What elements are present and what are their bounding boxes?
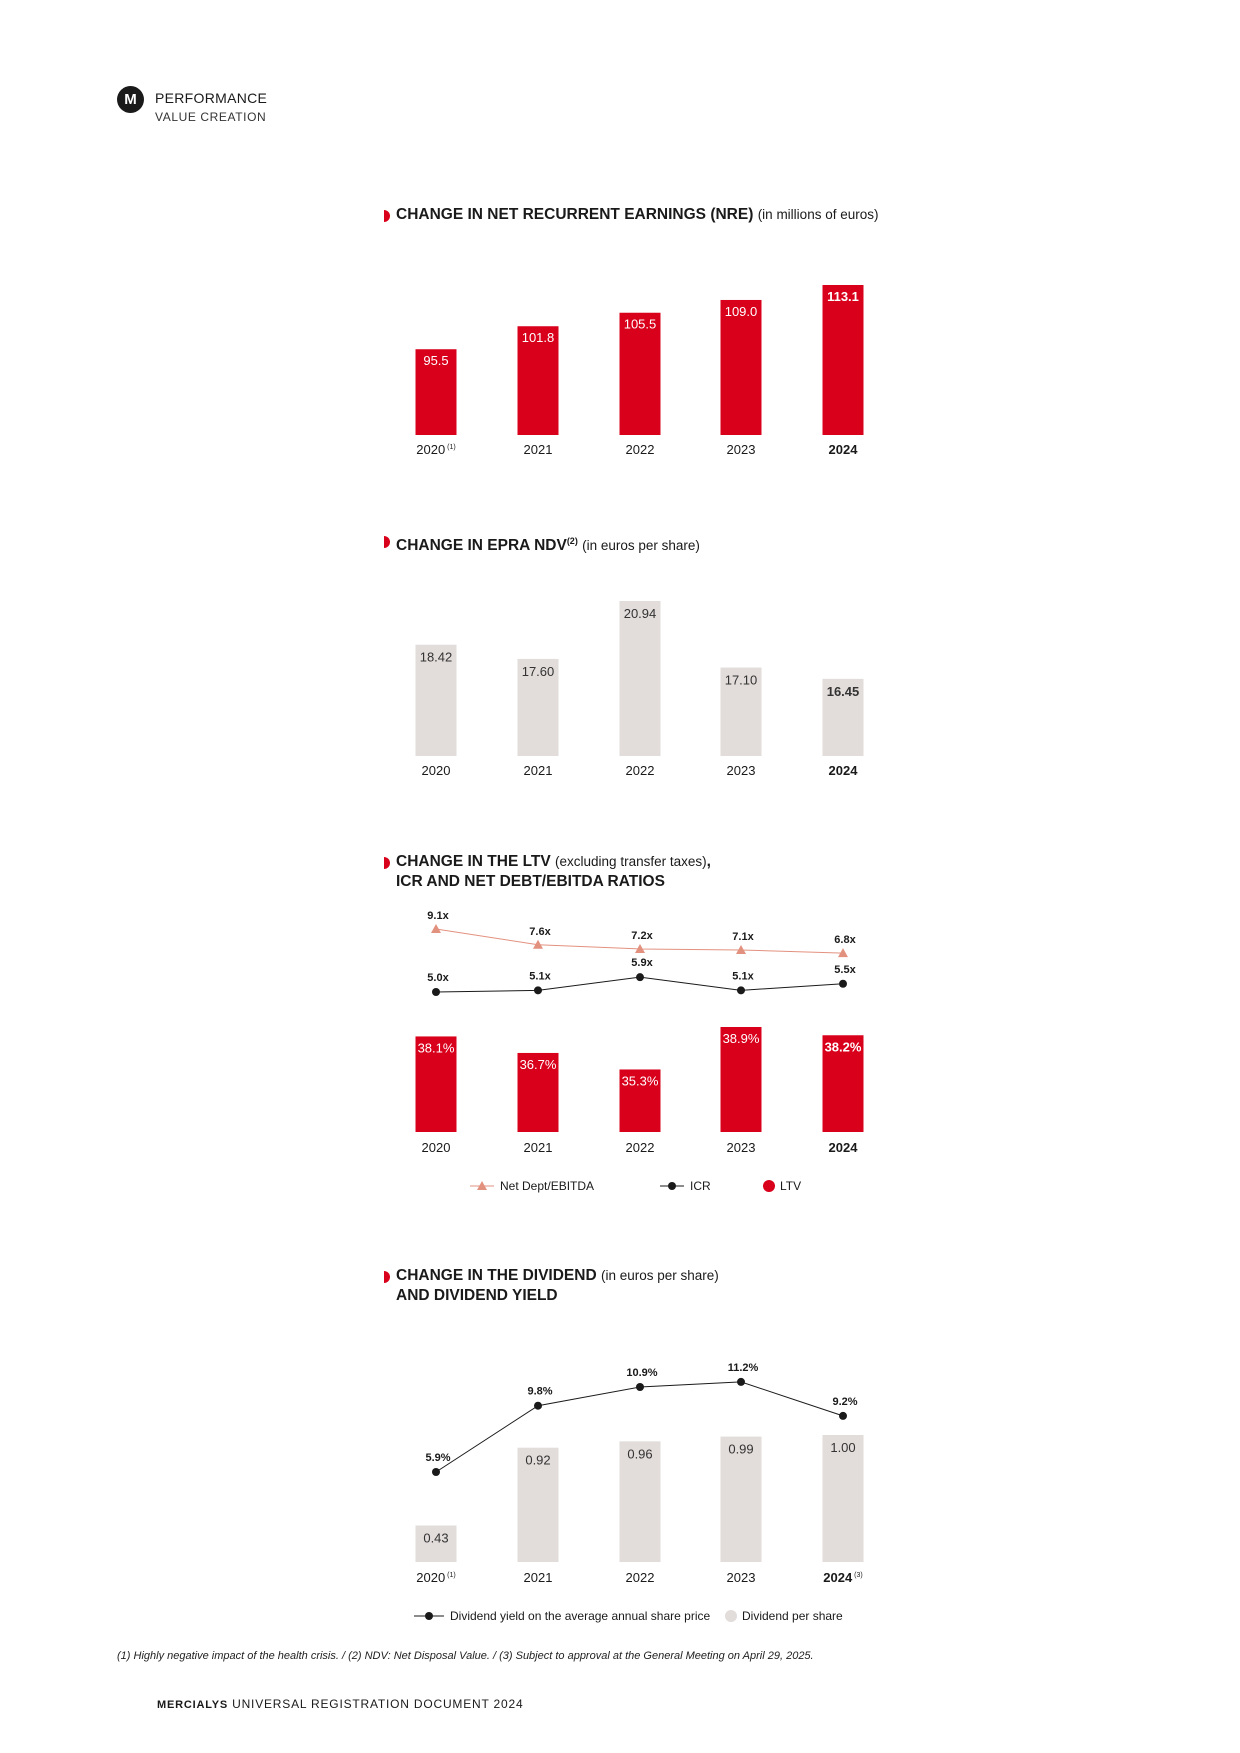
ndv-bar-chart	[0, 560, 1240, 790]
data-label: 0.99	[728, 1441, 754, 1457]
point-marker	[534, 1402, 542, 1410]
data-label: 105.5	[623, 316, 657, 332]
point-label: 5.9%	[425, 1452, 451, 1464]
dividend-chart-title-line2: AND DIVIDEND YIELD	[396, 1287, 558, 1304]
point-marker	[534, 986, 542, 994]
category-label: 2022	[625, 1140, 655, 1155]
data-label: 16.45	[826, 683, 860, 699]
data-label: 35.3%	[621, 1073, 659, 1089]
header-subtitle: VALUE CREATION	[155, 110, 267, 124]
point-label: 5.1x	[732, 970, 754, 983]
point-label: 6.8x	[834, 934, 856, 947]
point-marker	[839, 1412, 847, 1420]
category-label: 2022	[625, 763, 655, 778]
ltv-chart-title-line2: ICR AND NET DEBT/EBITDA RATIOS	[396, 873, 665, 890]
section-marker-icon	[384, 536, 390, 548]
data-label: 38.1%	[417, 1040, 455, 1056]
category-label: 2022	[625, 1570, 655, 1585]
point-label: 5.1x	[529, 970, 551, 983]
ndv-title-sup: (2)	[566, 536, 578, 546]
nre-title-text: CHANGE IN NET RECURRENT EARNINGS (NRE)	[396, 206, 754, 223]
point-label: 11.2%	[727, 1361, 759, 1374]
section-marker-icon	[384, 1271, 390, 1283]
category-label: 2023	[726, 1140, 756, 1155]
page-footer	[157, 1697, 523, 1711]
point-marker	[737, 986, 745, 994]
data-label: 18.42	[419, 649, 453, 665]
data-label: 20.94	[623, 606, 657, 621]
category-label: 2022	[625, 442, 655, 457]
footer-brand: MERCIALYS	[157, 1699, 228, 1711]
bar	[823, 285, 864, 435]
ltv-title-text: CHANGE IN THE LTV	[396, 853, 551, 870]
legend-label: Dividend yield on the average annual share price	[450, 1609, 711, 1623]
point-label: 5.5x	[834, 963, 856, 976]
point-marker	[432, 1468, 440, 1476]
point-label: 10.9%	[626, 1367, 658, 1379]
dividend-title-text: CHANGE IN THE DIVIDEND	[396, 1267, 597, 1284]
category-label: 2020 $^{(1)}$	[416, 442, 456, 457]
category-label: 2024	[828, 763, 858, 778]
point-label: 5.0x	[427, 972, 449, 984]
category-label: 2023	[726, 442, 756, 457]
data-label: 17.60	[521, 663, 555, 679]
point-marker	[737, 1378, 745, 1386]
category-label: 2021	[523, 442, 553, 457]
data-label: 1.00	[830, 1440, 856, 1455]
dividend-combo-chart	[0, 1330, 1240, 1630]
legend-label: ICR	[690, 1179, 711, 1193]
point-marker	[839, 980, 847, 988]
nre-bar-chart	[0, 240, 1240, 500]
data-label: 109.0	[724, 303, 758, 319]
footer-text: UNIVERSAL REGISTRATION DOCUMENT 2024	[232, 1697, 524, 1711]
ltv-title-tail: ,	[706, 853, 711, 870]
data-label: 38.9%	[722, 1031, 760, 1046]
data-label: 95.5	[423, 353, 449, 369]
footnotes: (1) Highly negative impact of the health crisis. / (2) NDV: Net Disposal Value. / (3) Subject to approval at the General Meeting on April 29, 2025.	[117, 1650, 814, 1662]
legend-label: LTV	[780, 1179, 802, 1193]
ltv-title-note: (excluding transfer taxes)	[555, 854, 707, 869]
point-label: 9.1x	[427, 910, 449, 922]
point-marker	[636, 1383, 644, 1391]
category-label: 2021	[523, 1570, 553, 1585]
section-marker-icon	[384, 857, 390, 869]
ltv-chart-title	[396, 852, 711, 872]
ndv-title-note: (in euros per share)	[582, 538, 700, 554]
category-label: 2024 $^{(3)}$	[823, 1570, 863, 1585]
legend-label: Net Dept/EBITDA	[500, 1179, 595, 1193]
data-label: 38.2%	[824, 1039, 862, 1055]
bar	[620, 601, 661, 756]
category-label: 2023	[726, 1570, 756, 1585]
header-title: PERFORMANCE	[155, 90, 268, 106]
section-marker-icon	[384, 210, 390, 222]
point-label: 7.2x	[631, 929, 653, 942]
category-label: 2024	[828, 442, 858, 457]
dividend-title-note: (in euros per share)	[600, 1268, 719, 1283]
nre-chart-title	[396, 205, 878, 225]
legend-dot-icon	[668, 1182, 676, 1190]
data-label: 101.8	[521, 330, 555, 346]
ndv-title-text: CHANGE IN EPRA NDV	[396, 537, 567, 555]
category-label: 2021	[523, 763, 553, 778]
dividend-chart-title	[396, 1266, 719, 1286]
point-label: 7.6x	[529, 925, 551, 938]
point-marker	[432, 988, 440, 996]
legend-dot-icon	[763, 1180, 775, 1192]
legend-label: Dividend per share	[742, 1609, 843, 1623]
point-marker	[636, 973, 644, 981]
point-label: 9.8%	[527, 1385, 553, 1398]
category-label: 2020	[421, 763, 451, 778]
data-label: 113.1	[827, 289, 859, 304]
category-label: 2021	[523, 1140, 553, 1155]
ltv-icr-combo-chart	[0, 900, 1240, 1200]
category-label: 2020	[421, 1140, 451, 1155]
data-label: 17.10	[724, 672, 758, 688]
data-label: 0.43	[423, 1530, 449, 1546]
mercialys-logo-icon: M	[117, 86, 144, 113]
category-label: 2020 $^{(1)}$	[416, 1570, 456, 1585]
data-label: 36.7%	[519, 1056, 557, 1072]
point-label: 5.9x	[631, 957, 653, 970]
point-label: 7.1x	[732, 931, 754, 943]
data-label: 0.92	[525, 1452, 551, 1468]
category-label: 2024	[828, 1140, 858, 1155]
point-label: 9.2%	[832, 1395, 858, 1408]
legend-dot-icon	[725, 1610, 737, 1622]
category-label: 2023	[726, 763, 756, 778]
point-marker	[431, 924, 441, 933]
ndv-chart-title	[396, 531, 700, 556]
nre-title-note: (in millions of euros)	[757, 207, 879, 222]
bar	[721, 300, 762, 435]
legend-dot-icon	[425, 1612, 433, 1620]
data-label: 0.96	[627, 1446, 653, 1462]
